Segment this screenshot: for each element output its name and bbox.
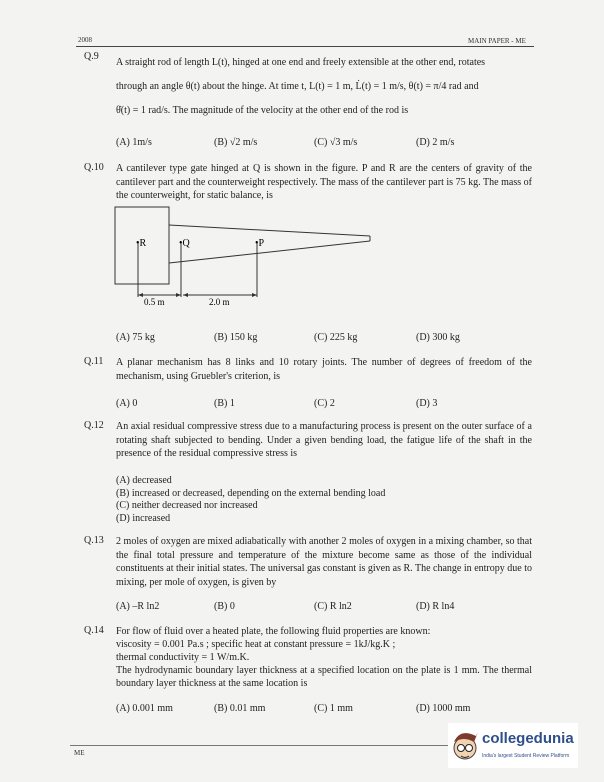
question-line: θ̇(t) = 1 rad/s. The magnitude of the velocity at the other end of the rod is: [116, 105, 409, 116]
option-a: (A) decreased: [116, 475, 172, 486]
option-a: (A) 1m/s: [116, 137, 152, 148]
footer-rule: [70, 745, 450, 746]
question-line: viscosity = 0.001 Pa.s ; specific heat at constant pressure = 1kJ/kg.K ;: [116, 639, 396, 650]
question-number: Q.13: [84, 535, 104, 546]
paper-label: MAIN PAPER - ME: [468, 37, 526, 45]
question-text: A planar mechanism has 8 links and 10 rotary joints. The number of degrees of freedom of the mechanism, using Gruebler's criterion, is: [116, 357, 532, 382]
question-number: Q.10: [84, 162, 104, 173]
option-c: (C) R ln2: [314, 601, 352, 612]
header-rule: [76, 46, 534, 47]
question-number: Q.12: [84, 420, 104, 431]
option-b: (B) √2 m/s: [214, 137, 258, 148]
question-number: Q.11: [84, 356, 104, 367]
option-c: (C) 2: [314, 398, 335, 409]
logo-tagline: India's largest Student Review Platform: [482, 753, 570, 759]
collegedunia-logo: [448, 723, 578, 768]
question-text: An axial residual compressive stress due to a manufacturing process is present on the outer surface of a rotating shaft subjected to bending. Under a given bending load, the fatigue life of the shaft in the presence of the residual compressive stress is: [116, 421, 532, 460]
question-text: A cantilever type gate hinged at Q is shown in the figure. P and R are the centers of gravity of the cantilever part and the counterweight respectively. The mass of the cantilever part is 75 kg. The mass of the counterweight, for static balance, is: [116, 163, 532, 202]
option-b: (B) increased or decreased, depending on the external bending load: [116, 487, 386, 499]
year-label: 2008: [78, 36, 92, 44]
label-r: •R: [136, 238, 147, 249]
question-line: A straight rod of length L(t), hinged at one end and freely extensible at the other end, rotates: [116, 57, 486, 68]
mascot-icon: [450, 726, 480, 766]
cantilever-top: [169, 225, 370, 236]
option-a: (A) –R ln2: [116, 601, 160, 612]
option-c: (C) 1 mm: [314, 703, 353, 714]
label-p: •P: [255, 238, 265, 249]
question-line: thermal conductivity = 1 W/m.K.: [116, 652, 250, 663]
options-list: [116, 475, 385, 525]
dimension-label-2: 2.0 m: [209, 297, 230, 307]
option-d: (D) increased: [116, 512, 171, 524]
question-text: [116, 51, 532, 123]
option-d: (D) 3: [416, 398, 438, 409]
option-b: (B) 1: [214, 398, 235, 409]
question-text: 2 moles of oxygen are mixed adiabatically with another 2 moles of oxygen in a mixing chamber, so that the final total pressure and temperature of the mixture become same as those of the individual constituents at their initial states. The universal gas constant is given as R. The change in entropy due to mixing, per mole of oxygen, is given by: [116, 536, 532, 588]
gate-figure: [110, 200, 440, 315]
option-b: (B) 0: [214, 601, 235, 612]
option-a: (A) 75 kg: [116, 332, 155, 343]
option-d: (D) R ln4: [416, 601, 455, 612]
option-a: (A) 0.001 mm: [116, 703, 173, 714]
footer-code: ME: [74, 749, 85, 757]
option-d: (D) 300 kg: [416, 332, 460, 343]
question-line: For flow of fluid over a heated plate, the following fluid properties are known:: [116, 626, 431, 637]
question-number: Q.14: [84, 625, 104, 636]
option-b: (B) 150 kg: [214, 332, 258, 343]
option-c: (C) √3 m/s: [314, 137, 358, 148]
question-line: through an angle θ(t) about the hinge. At time t, L(t) = 1 m, L̇(t) = 1 m/s, θ(t) = π/4 rad and: [116, 81, 479, 92]
question-line: The hydrodynamic boundary layer thickness at a specified location on the plate is 1 mm. The thermal boundary layer thickness at the same location is: [116, 665, 532, 689]
option-c: (C) neither decreased nor increased: [116, 500, 258, 512]
option-b: (B) 0.01 mm: [214, 703, 266, 714]
option-d: (D) 1000 mm: [416, 703, 471, 714]
label-q: •Q: [179, 238, 190, 249]
logo-name: collegedunia: [482, 730, 574, 747]
option-a: (A) 0: [116, 398, 138, 409]
question-number: Q.9: [84, 51, 99, 62]
question-text: [116, 625, 532, 690]
option-d: (D) 2 m/s: [416, 137, 455, 148]
cantilever-bottom: [169, 241, 370, 263]
option-c: (C) 225 kg: [314, 332, 358, 343]
dimension-label-1: 0.5 m: [144, 297, 165, 307]
